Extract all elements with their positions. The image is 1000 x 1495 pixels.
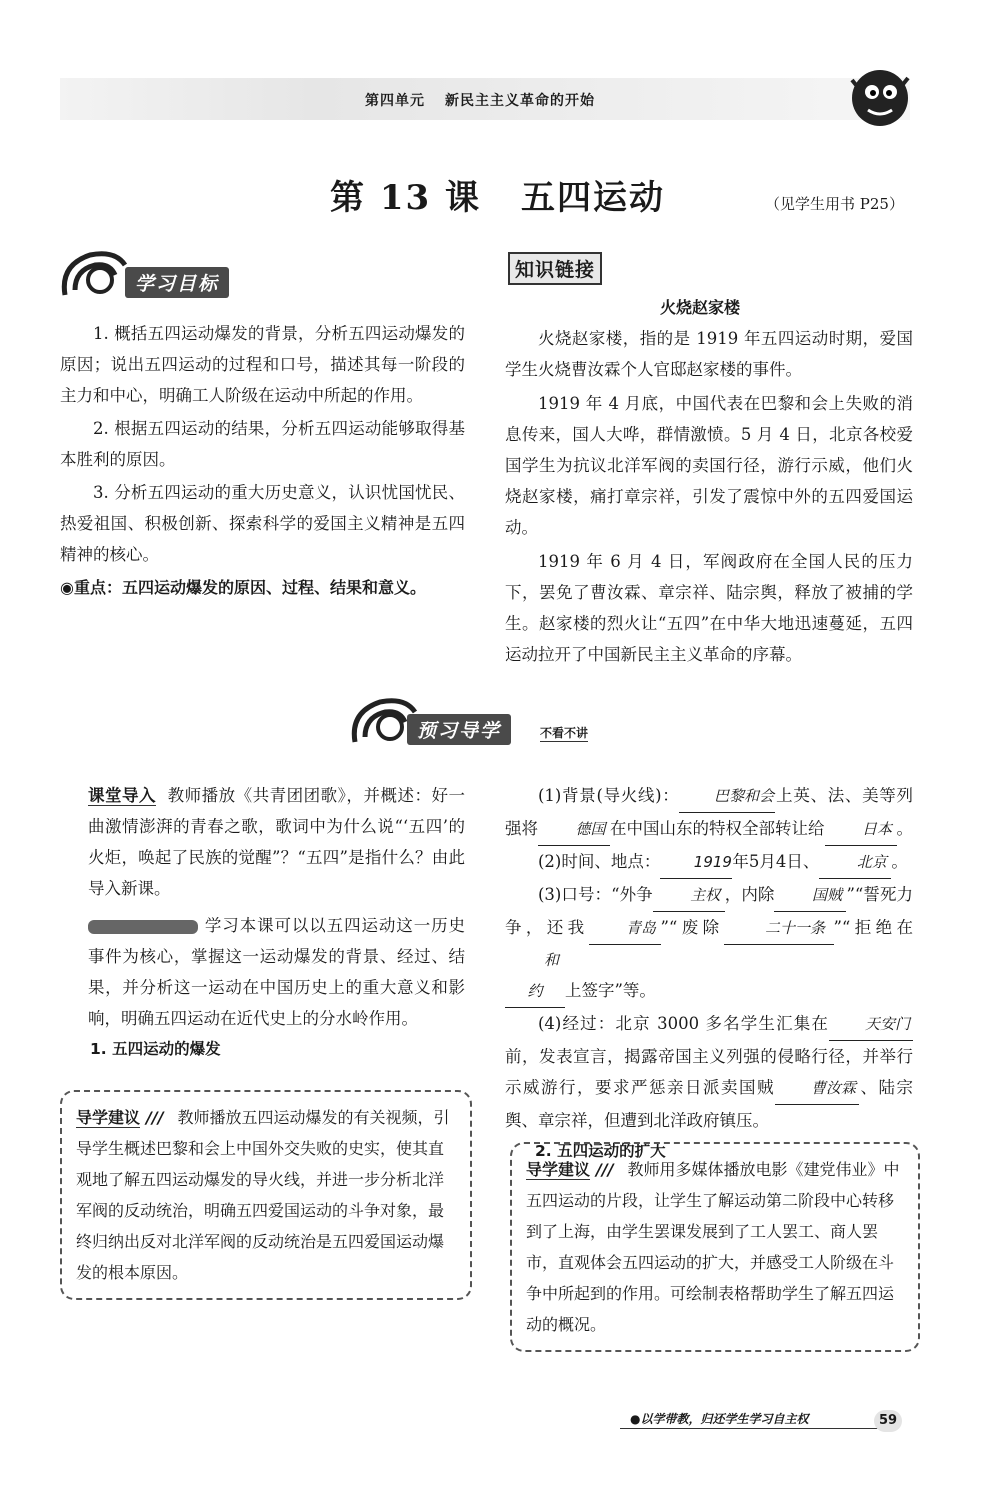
subsection-title: 2. 五四运动的扩大	[535, 1142, 666, 1160]
guide-text: 教师用多媒体播放电影《建党伟业》中五四运动的片段，让学生了解运动第二阶段中心转移到了上海，由学生罢课发展到了工人罢工、商人罢市，直观体会五四运动的扩大，并感受工人阶级在斗争中所起到的作用。可绘制表格帮助学生了解五四运动的概况。	[526, 1160, 900, 1334]
left-column	[88, 780, 465, 1065]
knowledge-paragraph: 火烧赵家楼，指的是 1919 年五四运动时期，爱国学生火烧曹汝霖个人官邸赵家楼的事件。	[505, 329, 913, 379]
answer-blank: 日本	[825, 814, 897, 846]
answer-blank: 巴黎和会	[679, 781, 775, 813]
answer-blank: 二十一条	[724, 913, 834, 945]
text: (4)经过：北京 3000 多名学生汇集在	[538, 1014, 829, 1033]
class-intro-text: 教师播放《共青团团歌》，并概述：好一曲激情澎湃的青春之歌，歌词中为什么说“‘五四’的火炬，唤起了民族的觉醒”？“五四”是指什么？由此导入新课。	[88, 786, 465, 898]
text: 上英、法、美等列强将	[505, 786, 913, 838]
lesson-title	[330, 170, 665, 219]
answer-blank: 1919	[660, 847, 732, 879]
answer-blank: 青岛	[589, 913, 661, 945]
text: ”“废除	[660, 918, 724, 937]
knowledge-title: 火烧赵家楼	[660, 298, 741, 317]
study-tip-text: 学习本课可以以五四运动这一历史事件为核心，掌握这一运动爆发的背景、经过、结果，并分析这一运动在中国历史上的重大意义和影响，明确五四运动在近代史上的分水岭作用。	[88, 916, 465, 1028]
objectives-label: 学习目标	[125, 267, 229, 298]
text: 在中国山东的特权全部转让给	[610, 819, 825, 838]
answer-blank: 德国	[538, 814, 610, 846]
objectives-banner	[55, 245, 285, 303]
text: ”“誓死力争，还我	[505, 885, 913, 937]
objectives-list	[60, 318, 465, 603]
text: 年5月4日、	[732, 852, 820, 871]
question-process	[505, 1008, 913, 1136]
answer-blank: 北京	[819, 847, 891, 879]
objective-item: 2. 根据五四运动的结果，分析五四运动能够取得基本胜利的原因。	[60, 419, 465, 469]
question-time-place	[505, 846, 913, 879]
knowledge-body	[505, 323, 913, 670]
answer-blank: 和约	[505, 945, 565, 1008]
lesson-name: 五四运动	[521, 178, 665, 218]
text: 、陆宗舆、章宗祥，但遭到北洋政府镇压。	[505, 1078, 913, 1130]
question-background	[505, 780, 913, 846]
knowledge-link-tag: 知识链接	[508, 252, 602, 285]
page-number: 59	[874, 1410, 902, 1432]
guide-text: 教师播放五四运动爆发的有关视频，引导学生概述巴黎和会上中国外交失败的史实，使其直观地了解五四运动爆发的导火线，并进一步分析北洋军阀的反动统治，明确五四爱国运动的斗争对象，最终归纳出反对北洋军阀的反动统治是五四爱国运动爆发的根本原因。	[76, 1108, 450, 1282]
text: (1)背景(导火线)：	[538, 786, 680, 805]
answer-blank: 国贼	[774, 880, 846, 912]
text: 上签字”等。	[565, 981, 656, 1000]
study-tip	[88, 910, 465, 1034]
tip-marker-icon	[88, 920, 198, 934]
unit-label: 第四单元	[365, 93, 425, 109]
footer-rule	[620, 1428, 880, 1429]
right-column	[505, 780, 913, 1167]
running-header	[365, 90, 615, 110]
subsection-title: 1. 五四运动的爆发	[90, 1040, 221, 1058]
preview-banner	[345, 692, 645, 750]
objective-item: 3. 分析五四运动的重大历史意义，认识忧国忧民、热爱祖国、积极创新、探索科学的爱国主义精神是五四精神的核心。	[60, 483, 465, 564]
text: (2)时间、地点：	[538, 852, 661, 871]
text: 。	[896, 819, 913, 838]
text: 前，发表宣言，揭露帝国主义列强的侵略行径，并举行示威游行，要求严惩亲日派卖国贼	[505, 1047, 913, 1097]
footer-slogan: ●以学带教，归还学生学习自主权	[630, 1412, 809, 1426]
knowledge-paragraph: 1919 年 6 月 4 日，军阀政府在全国人民的压力下，罢免了曹汝霖、章宗祥、陆宗舆，释放了被捕的学生。赵家楼的烈火让“五四”在中华大地迅速蔓延，五四运动拉开了中国新民主主义革命的序幕。	[505, 552, 913, 664]
guide-label: 导学建议	[76, 1108, 141, 1127]
unit-title: 新民主主义革命的开始	[445, 93, 595, 109]
class-intro-label: 课堂导入	[88, 786, 157, 805]
guide-label: 导学建议	[526, 1160, 591, 1179]
student-book-ref: （见学生用书 P25）	[765, 195, 904, 213]
class-intro	[88, 780, 465, 904]
text: (3)口号：“外争	[538, 885, 653, 904]
guide-slashes: ///	[146, 1108, 164, 1127]
guide-box-1	[60, 1090, 472, 1300]
preview-subtitle: 不看不讲	[540, 726, 589, 740]
lesson-number: 第 13 课	[330, 178, 481, 218]
mascot-icon	[838, 60, 918, 135]
keypoint: ◉重点：五四运动爆发的原因、过程、结果和意义。	[60, 578, 426, 597]
guide-box-2	[510, 1142, 920, 1352]
objective-item: 1. 概括五四运动爆发的背景，分析五四运动爆发的原因；说出五四运动的过程和口号，描述其每一阶段的主力和中心，明确工人阶级在运动中所起的作用。	[60, 324, 465, 405]
guide-slashes: ///	[596, 1160, 614, 1179]
answer-blank: 主权	[653, 880, 725, 912]
knowledge-paragraph: 1919 年 4 月底，中国代表在巴黎和会上失败的消息传来，国人大哗，群情激愤。5 月 4 日，北京各校爱国学生为抗议北洋军阀的卖国行径，游行示威，他们火烧赵家楼，痛打章宗祥，引发了震惊中外的五四爱国运动。	[505, 394, 913, 537]
answer-blank: 曹汝霖	[775, 1073, 859, 1105]
text: ”“拒绝在	[833, 918, 913, 937]
text: 。	[891, 852, 908, 871]
text: ，内除	[724, 885, 775, 904]
answer-blank: 天安门	[829, 1009, 913, 1041]
question-slogans	[505, 879, 913, 1008]
preview-label: 预习导学	[407, 714, 511, 745]
